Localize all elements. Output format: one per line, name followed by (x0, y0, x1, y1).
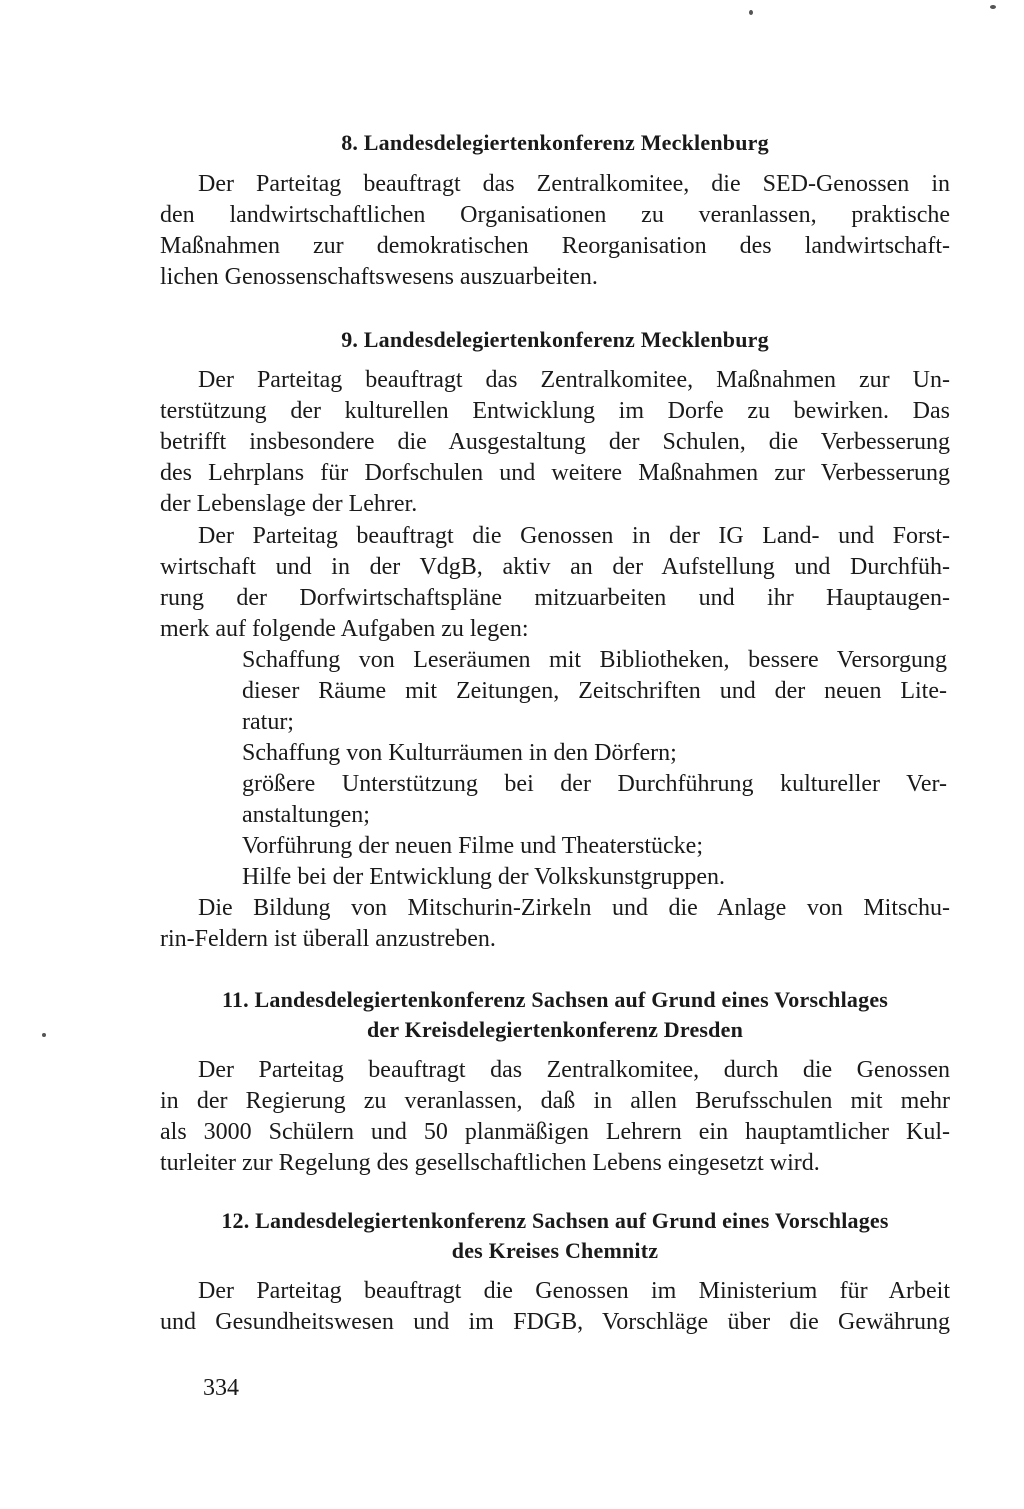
list-item-line: Vorführung der neuen Filme und Theaterstücke; (242, 833, 703, 859)
list-item-line: dieser Räume mit Zeitungen, Zeitschriften und der neuen Lite- (242, 678, 947, 704)
text-line: Der Parteitag beauftragt die Genossen im Ministerium für Arbeit (198, 1278, 950, 1304)
text-line: rin-Feldern ist überall anzustreben. (160, 926, 496, 952)
section-heading-12 (160, 1206, 950, 1266)
section-9-paragraph-1 (160, 365, 950, 520)
text-line: Der Parteitag beauftragt die Genossen in der IG Land- und Forst- (198, 523, 950, 549)
text-line: lichen Genossenschaftswesens auszuarbeiten. (160, 264, 598, 290)
text-line: in der Regierung zu veranlassen, daß in allen Berufsschulen mit mehr (160, 1088, 950, 1114)
text-line: turleiter zur Regelung des gesellschaftlichen Lebens eingesetzt wird. (160, 1150, 820, 1176)
text-line: rung der Dorfwirtschaftspläne mitzuarbeiten und ihr Hauptaugen- (160, 585, 950, 611)
heading-line: 9. Landesdelegiertenkonferenz Mecklenburg (341, 327, 769, 352)
text-line: Die Bildung von Mitschurin-Zirkeln und die Anlage von Mitschu- (198, 895, 950, 921)
text-line: merk auf folgende Aufgaben zu legen: (160, 616, 529, 642)
heading-line: des Kreises Chemnitz (451, 1238, 659, 1263)
heading-line: 8. Landesdelegiertenkonferenz Mecklenburg (341, 130, 769, 155)
section-8-paragraph (160, 169, 950, 293)
list-item-line: Schaffung von Leseräumen mit Bibliotheken, bessere Versorgung (242, 647, 947, 673)
list-item-line: anstaltungen; (242, 802, 370, 828)
section-heading-9 (160, 325, 950, 355)
section-12-paragraph (160, 1276, 950, 1338)
list-item-line: größere Unterstützung bei der Durchführung kultureller Ver- (242, 771, 947, 797)
text-line: des Lehrplans für Dorfschulen und weitere Maßnahmen zur Verbesserung (160, 460, 950, 486)
section-9-paragraph-2 (160, 521, 950, 645)
section-heading-8 (160, 128, 950, 158)
tasks-list (242, 645, 947, 893)
heading-line: 12. Landesdelegiertenkonferenz Sachsen auf Grund eines Vorschlages (221, 1208, 889, 1233)
section-9-closing (160, 893, 950, 955)
text-line: als 3000 Schülern und 50 planmäßigen Lehrern ein hauptamtlicher Kul- (160, 1119, 950, 1145)
list-item-line: Hilfe bei der Entwicklung der Volkskunstgruppen. (242, 864, 726, 890)
text-line: betrifft insbesondere die Ausgestaltung der Schulen, die Verbesserung (160, 429, 950, 455)
scan-speck (42, 1033, 46, 1037)
text-line: wirtschaft und in der VdgB, aktiv an der Aufstellung und Durchfüh- (160, 554, 950, 580)
heading-line: 11. Landesdelegiertenkonferenz Sachsen auf Grund eines Vorschlages (221, 987, 889, 1012)
text-line: Maßnahmen zur demokratischen Reorganisation des landwirtschaft- (160, 233, 950, 259)
text-line: terstützung der kulturellen Entwicklung im Dorfe zu bewirken. Das (160, 398, 950, 424)
text-line: Der Parteitag beauftragt das Zentralkomitee, Maßnahmen zur Un- (198, 367, 950, 393)
text-line: der Lebenslage der Lehrer. (160, 491, 418, 517)
text-line: den landwirtschaftlichen Organisationen zu veranlassen, praktische (160, 202, 950, 228)
scan-speck (990, 5, 996, 9)
section-heading-11 (160, 985, 950, 1045)
section-11-paragraph (160, 1055, 950, 1179)
scan-speck (749, 10, 753, 15)
list-item-line: ratur; (242, 709, 294, 735)
text-line: und Gesundheitswesen und im FDGB, Vorschläge über die Gewährung (160, 1309, 950, 1335)
heading-line: der Kreisdelegiertenkonferenz Dresden (366, 1017, 744, 1042)
page-number: 334 (203, 1375, 239, 1401)
list-item-line: Schaffung von Kulturräumen in den Dörfern; (242, 740, 677, 766)
text-line: Der Parteitag beauftragt das Zentralkomitee, durch die Genossen (198, 1057, 950, 1083)
text-line: Der Parteitag beauftragt das Zentralkomitee, die SED-Genossen in (198, 171, 950, 197)
